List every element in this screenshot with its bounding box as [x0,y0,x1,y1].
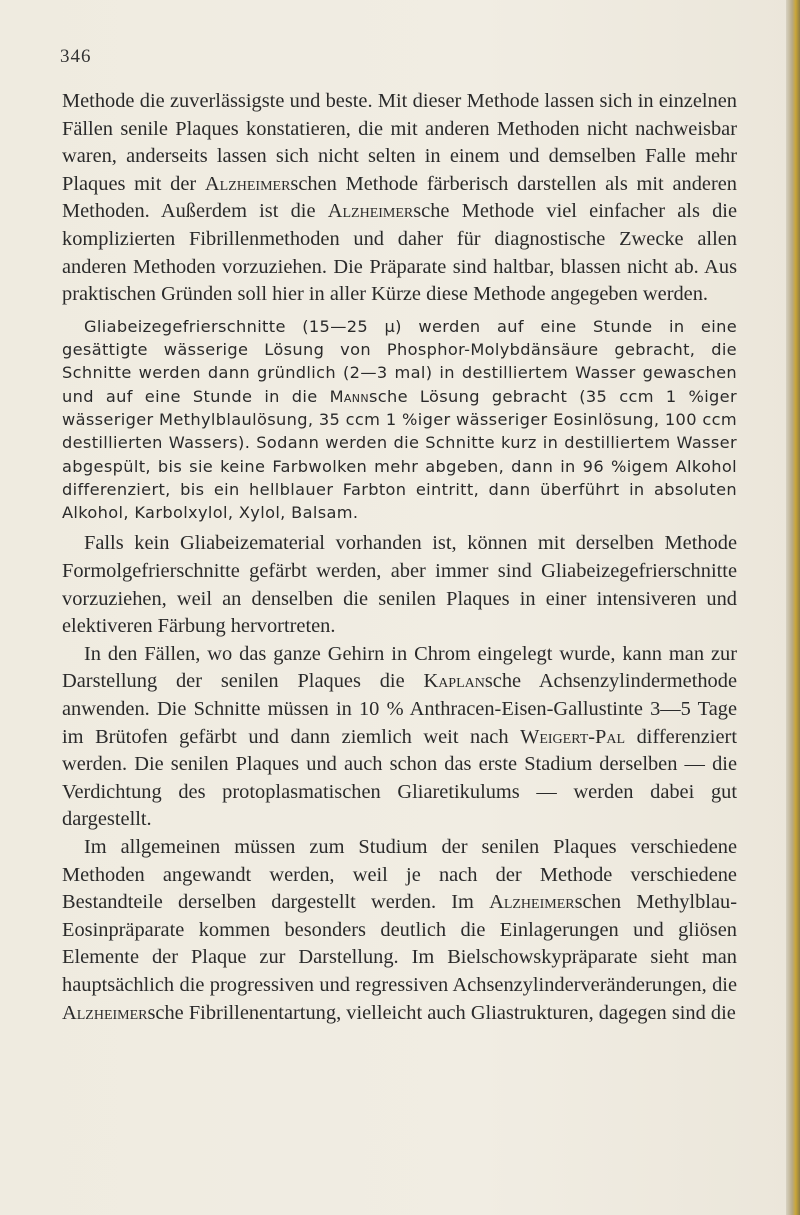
text-run: sche Fibrillenentartung, vielleicht auch Gliastrukturen, dagegen sind die [147,1001,736,1024]
text-run: Methode die zuverlässigste und beste. Mit dieser Methode lassen sich in einzelnen Fällen senile Plaques konstatieren, die mit anderen Methoden nicht nachweisbar waren, anderseits lassen sich nicht selten in einem und demselben Falle mehr Plaques mit der [62,90,737,195]
paragraph-p5 [62,834,737,1027]
text-run: sche Achsenzylindermethode anwenden. Die Schnitte müssen in 10 % Anthracen-Eisen-Gallustinte 3—5 Tage im Brütofen gefärbt und dann ziemlich weit nach [62,670,737,748]
text-run: Gliabeizegefrierschnitte (15—25 μ) werden auf eine Stunde in eine gesättigte wässerige Lösung von Phosphor-Molybdänsäure gebracht, die Schnitte werden dann gründlich (2—3 mal) in destilliertem Wasser gewaschen und auf eine Stunde in die [62,316,737,406]
author-name: Mann [329,386,369,406]
page-edge [786,0,800,1215]
author-name: Alzheimer [327,200,414,223]
text-run: differenziert werden. Die senilen Plaques und auch schon das erste Stadium derselben — die Verdichtung des protoplasmatischen Gliaretikulums — werden dabei gut dargestellt. [62,725,737,831]
author-name: Weigert-Pal [520,725,626,748]
text-run: sche Methode viel einfacher als die komplizierten Fibrillenmethoden und daher für diagnostische Zwecke allen anderen Methoden vorzuziehen. Die Präparate sind haltbar, blassen nicht ab. Aus praktischen Gründen soll hier in aller Kürze diese Methode angegeben werden. [62,200,737,306]
text-run: sche Lösung gebracht (35 ccm 1 %iger wässeriger Methylblaulösung, 35 ccm 1 %iger wässeriger Eosinlösung, 100 ccm destillierten Wassers). Sodann werden die Schnitte kurz in destilliertem Wasser abgespült, bis sie keine Farbwolken mehr abgeben, dann in 96 %igem Alkohol differenziert, bis ein hellblauer Farbton eintritt, dann überführt in absoluten Alkohol, Karbolxylol, Xylol, Balsam. [62,386,737,523]
paragraph-p3 [62,530,737,640]
text-run: schen Methode färberisch darstellen als mit anderen Methoden. Außerdem ist die [62,172,737,223]
author-name: Alzheimer [204,172,291,195]
paragraph-p1 [62,88,737,309]
paragraph-p4 [62,641,737,834]
body-text [62,88,737,1027]
text-run: Im allgemeinen müssen zum Studium der senilen Plaques verschiedene Methoden angewandt werden, weil je nach der Methode verschiedene Bestandteile derselben dargestellt werden. Im [62,835,737,914]
author-name: Alzheimer [62,1001,148,1024]
text-run: schen Methylblau-Eosinpräparate kommen besonders deutlich die Einlagerungen und gliösen Elemente der Plaque zur Darstellung. Im Bielschowskypräparate sieht man hauptsächlich die progressiven und regressiven Achsenzylinderveränderungen, die [62,891,737,996]
author-name: Alzheimer [489,891,575,914]
page-number: 346 [60,46,92,67]
text-run: Falls kein Gliabeizematerial vorhanden ist, können mit derselben Methode Formolgefrierschnitte gefärbt werden, aber immer sind Gliabeizegefrierschnitte vorzuziehen, weil an denselben die senilen Plaques in einer intensiveren und elektiveren Färbung hervortreten. [62,532,737,638]
text-run: In den Fällen, wo das ganze Gehirn in Chrom eingelegt wurde, kann man zur Darstellung der senilen Plaques die [62,642,737,693]
author-name: Kaplan [423,670,485,693]
paragraph-p2-method-note [62,315,737,525]
